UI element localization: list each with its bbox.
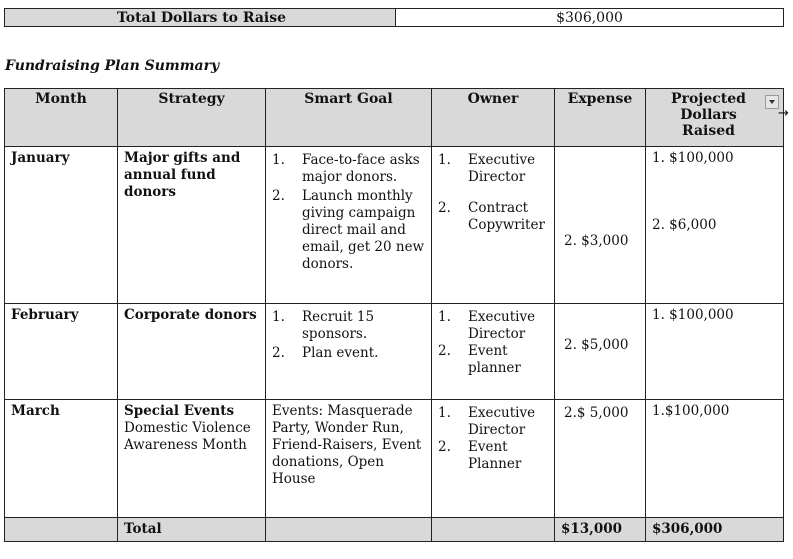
owner-number: 2. <box>438 439 451 455</box>
total-empty-cell <box>266 518 432 542</box>
total-empty-cell <box>432 518 555 542</box>
goal-number: 1. <box>272 152 285 168</box>
projected-cell <box>646 304 784 400</box>
expense-cell <box>555 304 646 400</box>
month-cell: January <box>5 147 118 304</box>
owner-number: 1. <box>438 309 451 325</box>
total-empty-cell <box>5 518 118 542</box>
total-dollars-value: $306,000 <box>396 9 784 27</box>
expense-value: 2. $3,000 <box>564 233 629 249</box>
strategy-title: Special Events <box>124 403 235 419</box>
total-expense: $13,000 <box>555 518 646 542</box>
owner-number: 2. <box>438 200 451 216</box>
header-expense: Expense <box>555 89 646 147</box>
owner-text: Event planner <box>468 343 521 376</box>
expense-value: 2.$ 5,000 <box>564 405 629 421</box>
table-row <box>5 400 784 518</box>
projected-value: 2. $6,000 <box>652 217 717 233</box>
projected-value: 1. $100,000 <box>652 307 734 323</box>
table-row <box>5 304 784 400</box>
projected-value: 1. $100,000 <box>652 150 734 166</box>
owner-text: Executive Director <box>468 405 536 438</box>
goal-number: 2. <box>272 188 285 204</box>
goal-number: 1. <box>272 309 285 325</box>
goal-text: Launch monthly giving campaign direct mail and email, get 20 new donors. <box>302 188 425 272</box>
total-dollars-label: Total Dollars to Raise <box>5 9 396 27</box>
goal-text: Face-to-face asks major donors. <box>302 152 420 185</box>
projected-cell <box>646 147 784 304</box>
owner-text: Event Planner <box>468 439 522 472</box>
section-title: Fundraising Plan Summary <box>5 58 220 74</box>
projected-value: 1.$100,000 <box>652 403 730 419</box>
total-projected: $306,000 <box>646 518 784 542</box>
table-header-row <box>5 89 784 147</box>
goal-number: 2. <box>272 345 285 361</box>
owner-cell <box>432 147 555 304</box>
header-strategy: Strategy <box>118 89 266 147</box>
owner-number: 1. <box>438 152 451 168</box>
smart-goal-cell <box>266 304 432 400</box>
arrow-right-icon: → <box>778 106 789 121</box>
strategy-subtitle: Domestic Violence Awareness Month <box>124 420 251 453</box>
owner-text: Contract Copywriter <box>468 200 545 233</box>
owner-text: Executive Director <box>468 152 536 185</box>
goal-text: Plan event. <box>302 345 379 361</box>
month-cell: February <box>5 304 118 400</box>
total-dollars-row <box>4 8 784 27</box>
owner-number: 2. <box>438 343 451 359</box>
table-total-row <box>5 518 784 542</box>
expense-cell <box>555 147 646 304</box>
total-label: Total <box>118 518 266 542</box>
expense-cell <box>555 400 646 518</box>
smart-goal-cell <box>266 147 432 304</box>
header-owner: Owner <box>432 89 555 147</box>
owner-cell <box>432 400 555 518</box>
fundraising-plan-table <box>4 88 784 542</box>
goal-text: Recruit 15 sponsors. <box>302 309 375 342</box>
column-filter-dropdown-icon[interactable] <box>765 95 779 109</box>
smart-goal-cell: Events: Masquerade Party, Wonder Run, Friend-Raisers, Event donations, Open House <box>266 400 432 518</box>
expense-value: 2. $5,000 <box>564 337 629 353</box>
table-row <box>5 147 784 304</box>
header-month: Month <box>5 89 118 147</box>
projected-cell <box>646 400 784 518</box>
strategy-cell: Corporate donors <box>118 304 266 400</box>
month-cell: March <box>5 400 118 518</box>
owner-text: Executive Director <box>468 309 536 342</box>
owner-cell <box>432 304 555 400</box>
strategy-cell <box>118 400 266 518</box>
header-smart-goal: Smart Goal <box>266 89 432 147</box>
owner-number: 1. <box>438 405 451 421</box>
strategy-cell: Major gifts and annual fund donors <box>118 147 266 304</box>
header-projected: Projected Dollars Raised <box>646 89 784 147</box>
